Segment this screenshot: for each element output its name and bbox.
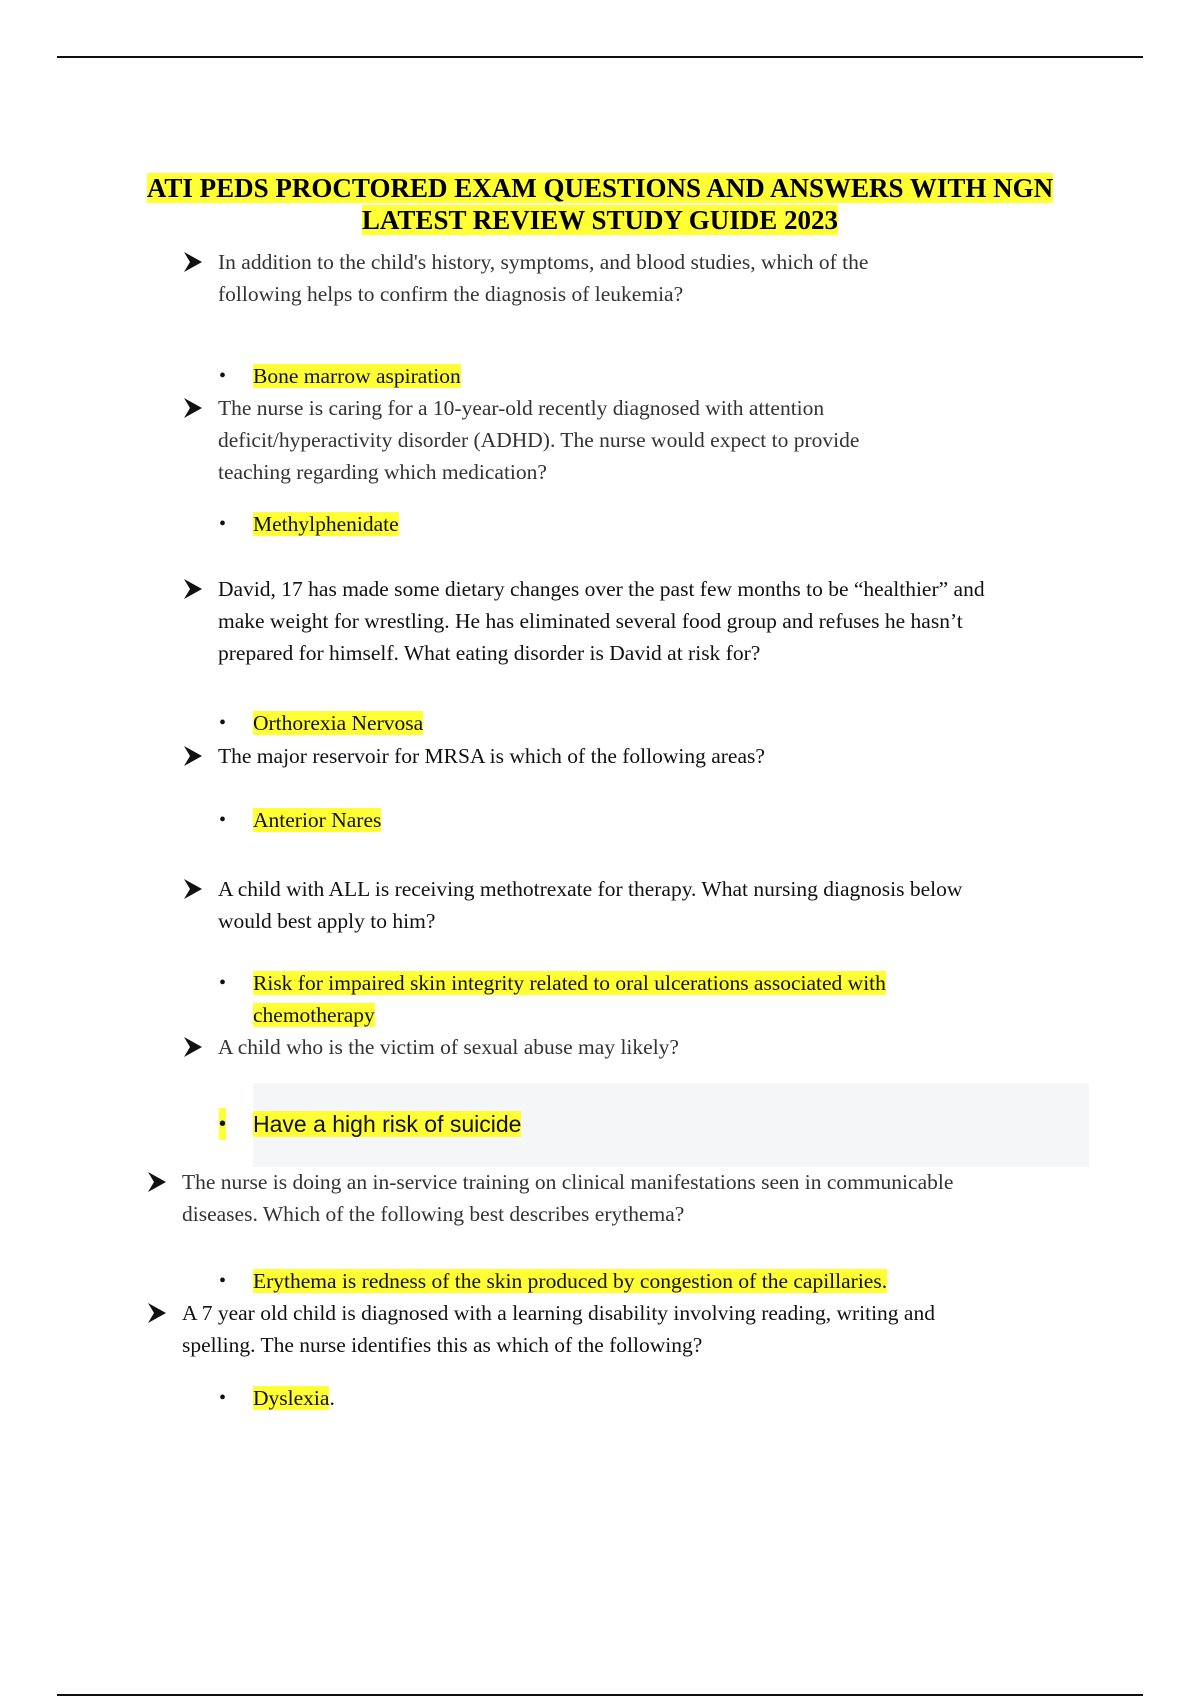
arrowhead-bullet-icon [182,396,204,420]
answer-6: • Have a high risk of suicide [253,1108,1013,1140]
answer-4: • Anterior Nares [253,804,1013,836]
answer-7: • Erythema is redness of the skin produced by congestion of the capillaries. [253,1265,1073,1297]
round-bullet-icon: • [219,513,227,535]
question-4: The major reservoir for MRSA is which of the following areas? [218,740,1118,772]
title-line-2: LATEST REVIEW STUDY GUIDE 2023 [361,205,839,235]
round-bullet-icon: • [219,365,227,387]
round-bullet-icon: • [219,1108,226,1140]
question-5: A child with ALL is receiving methotrexate for therapy. What nursing diagnosis below would best apply to him? [218,873,1118,937]
arrowhead-bullet-icon [146,1301,168,1325]
question-7: The nurse is doing an in-service training on clinical manifestations seen in communicable diseases. Which of the following best describes erythema? [182,1166,1102,1230]
arrowhead-bullet-icon [182,1035,204,1059]
question-1: In addition to the child's history, symptoms, and blood studies, which of the following helps to confirm the diagnosis of leukemia? [218,246,1018,310]
question-8: A 7 year old child is diagnosed with a learning disability involving reading, writing and spelling. The nurse identifies this as which of the following? [182,1297,1102,1361]
round-bullet-icon: • [219,1270,227,1292]
question-3: David, 17 has made some dietary changes over the past few months to be “healthier” and make weight for wrestling. He has eliminated several food group and refuses he hasn’t prepared for himself. What eating disorder is David at risk for? [218,573,1118,669]
arrowhead-bullet-icon [182,877,204,901]
page-title [100,172,1100,236]
answer-3: • Orthorexia Nervosa [253,707,1013,739]
round-bullet-icon: • [219,1387,227,1409]
top-rule [57,56,1143,58]
round-bullet-icon: • [219,809,227,831]
round-bullet-icon: • [219,712,227,734]
arrowhead-bullet-icon [182,250,204,274]
arrowhead-bullet-icon [182,577,204,601]
arrowhead-bullet-icon [146,1170,168,1194]
arrowhead-bullet-icon [182,744,204,768]
question-2: The nurse is caring for a 10-year-old recently diagnosed with attention deficit/hyperactivity disorder (ADHD). The nurse would expect to provide teaching regarding which medication? [218,392,1018,488]
answer-5: • Risk for impaired skin integrity related to oral ulcerations associated with chemotherapy [253,967,1073,1031]
title-line-1: ATI PEDS PROCTORED EXAM QUESTIONS AND ANSWERS WITH NGN [146,173,1054,203]
bottom-rule [57,1694,1143,1696]
answer-2: • Methylphenidate [253,508,1013,540]
question-6: A child who is the victim of sexual abuse may likely? [218,1031,1118,1063]
answer-8: • Dyslexia. [253,1382,1013,1414]
round-bullet-icon: • [219,972,227,994]
answer-1: • Bone marrow aspiration [253,360,1013,392]
